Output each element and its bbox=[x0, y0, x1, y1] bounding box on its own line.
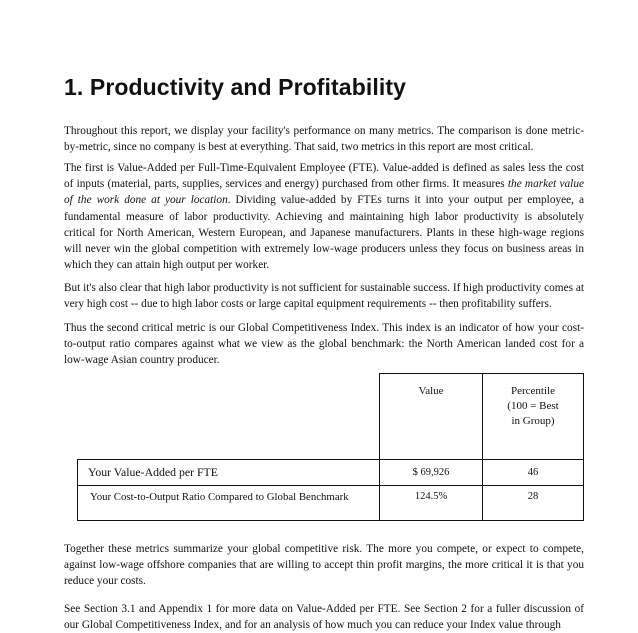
table-row-value: 124.5% bbox=[379, 485, 482, 521]
section-heading: 1. Productivity and Profitability bbox=[64, 74, 406, 100]
paragraph-see-section: See Section 3.1 and Appendix 1 for more data on Value-Added per FTE. See Section 2 for a fuller discussion of our Global Competitiveness Index, and for an analysis of how much you can reduce your Index value through bbox=[64, 603, 584, 632]
table-row-percentile: 28 bbox=[482, 485, 584, 521]
table-row-value: $ 69,926 bbox=[379, 459, 482, 485]
table-header-percentile-line-1: Percentile bbox=[511, 385, 555, 397]
table-header-percentile-line-2: (100 = Best bbox=[507, 400, 559, 412]
table-row-percentile: 46 bbox=[482, 459, 584, 485]
metrics-table bbox=[77, 373, 584, 521]
paragraph-value-added-emphasis: the market value of the work done at your location bbox=[64, 178, 584, 207]
paragraph-competitive-risk: Together these metrics summarize your global competitive risk. The more you compete, or expect to compete, against low-wage offshore companies that are willing to accept thin profit margins, the more critical it is that you reduce your costs. bbox=[64, 543, 584, 588]
paragraph-value-added-text-2: . Dividing value-added by FTEs turns it into your output per employee, a fundamental measure of labor productivity. Achieving and maintaining high labor productivity is absolutely critical for North American, Western European, and Japanese manufacturers. Plants in these high-wage regions will never win the global competition with extremely low-wage producers unless they focus on business areas in which they can attain high output per worker. bbox=[64, 194, 584, 272]
table-row-label: Your Value-Added per FTE bbox=[77, 459, 379, 485]
paragraph-value-added-text-1: The first is Value-Added per Full-Time-Equivalent Employee (FTE). Value-added is defined as sales less the cost of inputs (material, parts, supplies, services and energy) purchased from other firms. It measures bbox=[64, 162, 584, 191]
paragraph-competitiveness-index: Thus the second critical metric is our Global Competitiveness Index. This index is an indicator of how your cost-to-output ratio compares against what we view as the global benchmark: the North American landed cost for a low-wage Asian country producer. bbox=[64, 322, 584, 367]
table-header-value: Value bbox=[379, 373, 482, 459]
paragraph-intro: Throughout this report, we display your facility's performance on many metrics. The comparison is done metric-by-metric, since no company is best at everything. That said, two metrics in this report are most critical. bbox=[64, 125, 584, 154]
table-row-label: Your Cost-to-Output Ratio Compared to Global Benchmark bbox=[77, 485, 379, 521]
table-header-percentile bbox=[482, 373, 584, 459]
paragraph-value-added bbox=[64, 160, 584, 273]
paragraph-productivity-cost: But it's also clear that high labor productivity is not sufficient for sustainable success. If high productivity comes at very high cost -- due to high labor costs or large capital equipment requirements -- then profitability suffers. bbox=[64, 282, 584, 311]
table-header-percentile-line-3: in Group) bbox=[511, 415, 555, 427]
